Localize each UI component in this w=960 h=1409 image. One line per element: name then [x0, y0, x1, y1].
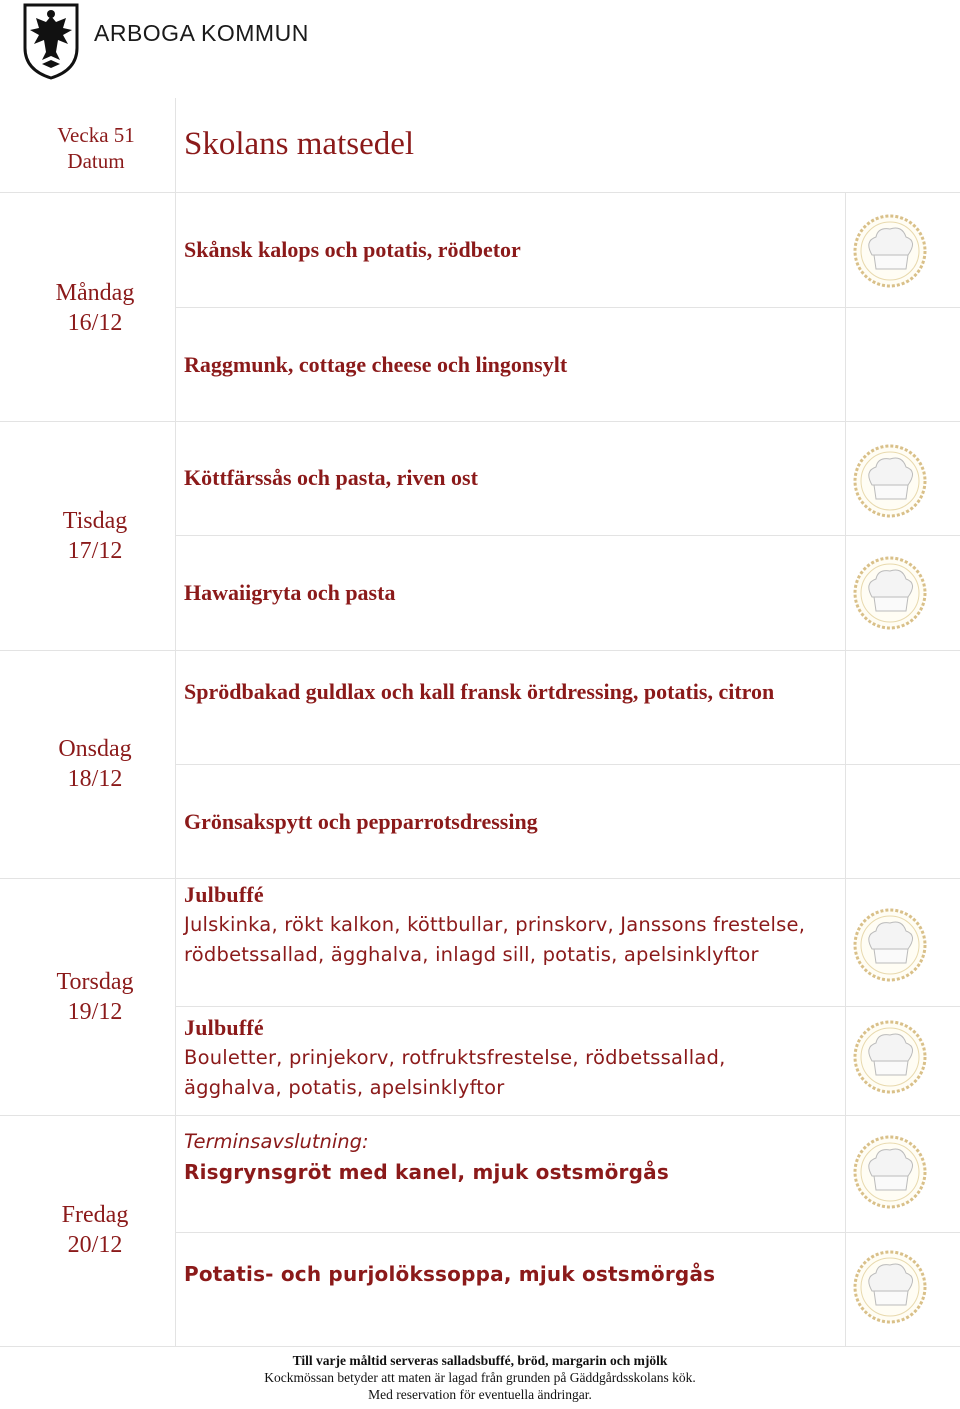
day-thursday — [30, 967, 160, 1027]
dish-tuesday-1: Köttfärssås och pasta, riven ost — [184, 465, 478, 490]
day-date: 18/12 — [67, 766, 123, 792]
dish-monday-2: Raggmunk, cottage cheese och lingonsylt — [184, 352, 568, 377]
dish-text: Bouletter, prinjekorv, rotfruktsfrestelse, rödbetssallad, ägghalva, potatis, apelsinklyftor — [184, 1046, 726, 1099]
day-date: 20/12 — [67, 1232, 123, 1258]
dish-friday-1 — [184, 1127, 824, 1187]
day-name: Måndag — [55, 280, 135, 306]
footer-line-1: Till varje måltid serveras salladsbuffé, bröd, margarin och mjölk — [292, 1353, 668, 1368]
chef-hat-icon — [852, 555, 928, 631]
day-friday — [30, 1200, 160, 1260]
dish-text: Julskinka, rökt kalkon, köttbullar, prinskorv, Janssons frestelse, rödbetssallad, ägghalva, inlagd sill, potatis, apelsinklyftor — [184, 913, 806, 966]
dish-heading: Julbuffé — [184, 882, 264, 907]
dish-heading: Terminsavslutning: — [184, 1130, 369, 1153]
brand-name: ARBOGA KOMMUN — [94, 20, 309, 46]
row-divider-3 — [176, 535, 960, 536]
day-name: Tisdag — [62, 508, 128, 534]
dish-heading: Julbuffé — [184, 1015, 264, 1040]
day-date: 16/12 — [67, 310, 123, 336]
header-divider — [0, 192, 960, 193]
chef-hat-icon — [852, 1134, 928, 1210]
week-number: Vecka 51 — [57, 123, 135, 147]
week-label — [40, 122, 152, 174]
day-name: Onsdag — [58, 736, 132, 762]
dish-wednesday-1: Sprödbakad guldlax och kall fransk örtdressing, potatis, citron — [184, 679, 775, 704]
arboga-coat-of-arms-icon — [22, 2, 80, 80]
dish-thursday-2 — [184, 1013, 824, 1103]
row-divider-5 — [176, 764, 960, 765]
row-divider-7 — [176, 1006, 960, 1007]
day-wednesday — [30, 734, 160, 794]
dish-text: Risgrynsgröt med kanel, mjuk ostsmörgås — [184, 1160, 669, 1184]
day-name: Torsdag — [56, 969, 134, 995]
dish-friday-2: Potatis- och purjolökssoppa, mjuk ostsmörgås — [184, 1262, 716, 1286]
dish-tuesday-2: Hawaiigryta och pasta — [184, 580, 396, 605]
day-name: Fredag — [61, 1202, 129, 1228]
day-monday — [30, 278, 160, 338]
chef-hat-icon — [852, 1019, 928, 1095]
row-divider-2 — [0, 421, 960, 422]
row-divider-1 — [176, 307, 960, 308]
chef-hat-icon — [852, 1249, 928, 1325]
column-divider-left — [175, 98, 176, 1346]
date-label: Datum — [67, 149, 125, 173]
column-divider-right — [845, 192, 846, 1346]
day-date: 19/12 — [67, 999, 123, 1025]
dish-monday-1: Skånsk kalops och potatis, rödbetor — [184, 237, 521, 262]
footer-line-3: Med reservation för eventuella ändringar. — [368, 1387, 592, 1402]
day-date: 17/12 — [67, 538, 123, 564]
table-bottom — [0, 1346, 960, 1347]
row-divider-4 — [0, 650, 960, 651]
chef-hat-icon — [852, 443, 928, 519]
dish-thursday-1 — [184, 880, 824, 970]
page-title: Skolans matsedel — [184, 126, 415, 162]
dish-wednesday-2: Grönsakspytt och pepparrotsdressing — [184, 809, 538, 834]
row-divider-8 — [0, 1115, 960, 1116]
row-divider-9 — [176, 1232, 960, 1233]
row-divider-6 — [0, 878, 960, 879]
chef-hat-icon — [852, 213, 928, 289]
chef-hat-icon — [852, 907, 928, 983]
day-tuesday — [30, 506, 160, 566]
footer-line-2: Kockmössan betyder att maten är lagad från grunden på Gäddgårdsskolans kök. — [264, 1370, 696, 1385]
